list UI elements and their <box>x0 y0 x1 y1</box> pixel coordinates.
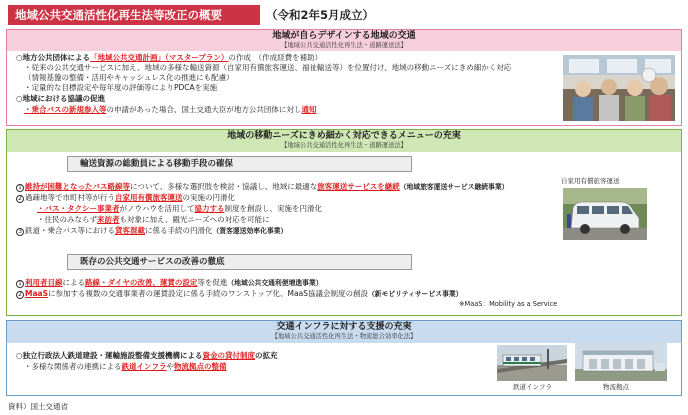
mixed-cargo-line: 3 鉄道・乗合バス等における貨客混載に係る手続の円滑化（貨客運送効率化事業） <box>16 226 287 236</box>
source-note: 資料）国土交通省 <box>8 402 68 411</box>
section-heading: 地域が自らデザインする地域の交通 <box>272 31 416 41</box>
section-local-design <box>6 29 682 126</box>
railway-photo <box>497 345 567 381</box>
plan-detail-1: ・従来の公共交通サービスに加え、地域の多様な輸送資源（自家用有償旅客運送、福祉輸送等）を位置付け、地域の移動ニーズにきめ細かく対応 <box>24 63 512 72</box>
section-local-design-header <box>7 30 681 51</box>
plan-detail-2: （情報基盤の整備・活用やキャッシュレス化の推進にも配慮） <box>24 73 234 82</box>
master-plan-highlight: 「地域公共交通計画」（マスタープラン） <box>90 53 229 62</box>
railway-caption: 鉄道インフラ <box>513 383 552 391</box>
maas-note: ※MaaS：Mobility as a Service <box>459 300 558 308</box>
loan-system-line: ○独立行政法人鉄道建設・運輸施設整備支援機構による資金の貸付制度の拡充 <box>16 351 278 360</box>
subheading-service-improvement: 既存の公共交通サービスの改善の徹底 <box>67 254 412 270</box>
section-heading: 地域の移動ニーズにきめ細かく対応できるメニューの充実 <box>227 131 461 141</box>
private-transport-line: 2 過疎地等で市町村等が行う自家用有償旅客運送の実施の円滑化 <box>16 193 235 203</box>
section-mobility-menu-header <box>7 130 681 152</box>
private-transport-caption: 自家用有償旅客運送 <box>561 177 620 185</box>
consultation-line: ○地域における協議の促進 <box>16 94 106 103</box>
section-law: 【地域公共交通活性化再生法・道路運送法】 <box>281 142 407 149</box>
bus-route-line: 1 維持が困難となったバス路線等について、多様な選択肢を検討・協議し、地域に最適な旅客運送サービスを継続（地域旅客運送サービス継続事業） <box>16 182 508 192</box>
logistics-hub-photo <box>575 343 667 381</box>
plan-line: ○地方公共団体による「地域公共交通計画」（マスタープラン）の作成 （作成経費を補助） <box>16 53 323 62</box>
page-subtitle: （令和2年5月成立） <box>266 8 375 22</box>
consultation-detail: ・乗合バスの新規参入等の申請があった場合、国土交通大臣が地方公共団体に対し通知 <box>24 105 317 114</box>
shared-van-photo <box>563 188 647 240</box>
section-law: 【地域公共交通活性化再生法・物流総合効率化法】 <box>271 333 417 340</box>
infrastructure-line: ・多様な関係者の連携による鉄道インフラや物流拠点の整備 <box>24 362 227 371</box>
subheading-transport-resources: 輸送資源の総動員による移動手段の確保 <box>67 156 412 172</box>
bus-passengers-photo <box>563 55 675 121</box>
page-title: 地域公共交通活性化再生法等改正の概要 <box>15 8 222 22</box>
user-perspective-line: 1 利用者目線による路線・ダイヤの改善、運賃の設定等を促進（地域公共交通利便増進事業） <box>16 278 323 288</box>
logistics-caption: 物流拠点 <box>603 383 629 391</box>
section-mobility-menu <box>6 129 682 316</box>
operator-cooperation-line: ・バス・タクシー事業者がノウハウを活用して協力する制度を創設し、実施を円滑化 <box>37 204 322 213</box>
section-infrastructure-support <box>6 320 682 396</box>
visitor-line: ・住民のみならず来訪者も対象に加え、観光ニーズへの対応を可能に <box>37 215 270 224</box>
section-law: 【地域公共交通活性化再生法・道路運送法】 <box>281 42 407 49</box>
plan-detail-3: ・定量的な目標設定や毎年度の評価等によりPDCAを実施 <box>24 83 218 92</box>
page-title-bar <box>8 5 260 25</box>
section-infrastructure-header <box>7 321 681 343</box>
maas-line: 2 MaaSに参加する複数の交通事業者の運賃設定に係る手続のワンストップ化、MaaS協議会制度の創設（新モビリティサービス事業） <box>16 289 462 299</box>
section-heading: 交通インフラに対する支援の充実 <box>276 322 412 332</box>
